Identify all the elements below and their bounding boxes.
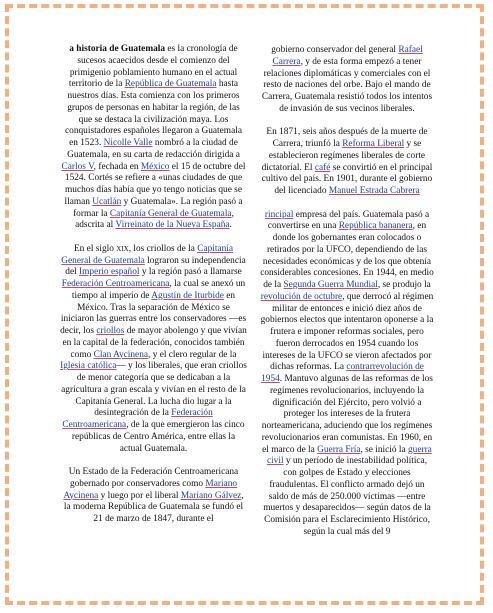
paragraph (260, 127, 434, 198)
link-ucatlan[interactable]: Ucatlán (92, 196, 122, 207)
text-run: y luego por el liberal (98, 490, 181, 501)
link-mexico[interactable]: México (140, 161, 170, 172)
link-segunda-guerra-mundial[interactable]: Segunda Guerra Mundial (283, 280, 378, 290)
link-contrarrevolucion-de-1954[interactable]: contrarrevolución de 1954 (261, 362, 424, 384)
text-run: , la moderna República de Guatemala se fundó el 21 de marzo de 1847, durante el (63, 490, 244, 524)
text-run: es la cronología de sucesos acaecidos desde el comienzo del primigenio poblamiento humano en el actual territorio de la (68, 44, 238, 90)
text-run: en México. Tras la separación de México se iniciaron las guerras entre los conservadores —es decir, los (60, 290, 247, 336)
text-run: se convirtió en el principal cultivo del país. En 1901, durante el gobierno del licenciado (261, 162, 433, 196)
text-run: , que derrocó al régimen militar de entonces e inició diez años de gobiernos electos que intentaron oponerse a la frutera e imponer reformas sociales, pero fueron derrocados en 1954 cuando los intereses de la UFCO se vieron afectados por dichas reformas. La (260, 291, 434, 373)
text-run: , y el clero regular de la (148, 349, 237, 360)
text-run: , y de esta forma empezó a tener relaciones diplomáticas y comerciales con el resto de naciones del orbe. Bajo el mando de Carrera, Guatemala resistió todos los intentos de invasión de sus vecinos liberales. (261, 56, 433, 114)
text-run: de mayor abolengo y que vivían en la capital de la federación, conocidos también como (62, 326, 247, 360)
article-title: a historia de Guatemala (69, 44, 166, 54)
text-run: , adscrita al (75, 208, 234, 231)
text-run: , los criollos de la (128, 243, 198, 254)
link-criollos[interactable]: criollos (96, 326, 125, 336)
link-republica-bananera[interactable]: República bananera (338, 221, 413, 232)
text-run: empresa del país. Guatemala pasó a convertirse en una (267, 209, 430, 232)
text-run: , en donde los gobernantes eran colocados o retirados por la UFCO, dependiendo de las necesidades económicas y de los que obtenía considerables concesiones. En 1944, en medio de la (260, 221, 434, 290)
link-carlos-v[interactable]: Carlos V (61, 161, 94, 172)
paragraph (260, 45, 434, 116)
link-federacion-centroamericana[interactable]: Federación Centroamericana (61, 279, 170, 289)
link-mariano-galvez[interactable]: Mariano Gálvez (180, 490, 242, 501)
paragraph (60, 467, 247, 526)
paragraph (260, 210, 434, 539)
text-run: y la región pasó a llamarse (139, 267, 242, 278)
text-run: gobierno conservador del general (271, 45, 399, 55)
text-run: , de la que emergieron las cinco repúblicas de Centro América, entre ellas la actual Guatemala. (71, 420, 245, 454)
text-run: nombró a la ciudad de Guatemala, en su carta de redacción dirigida a (67, 138, 240, 160)
text-run: — y los liberales, que eran criollos de menor categoría que se dedicaban a la agricultura a gran escala y vivían en el resto de la Capitanía General. La lucha dio lugar a la desintegración de la (61, 361, 247, 419)
link-clan-aycinena[interactable]: Clan Aycinena (93, 349, 149, 360)
text-run: el 15 de octubre del 1524. Cortés se refiere a «unas ciudades de que muchos días había que yo tengo noticias que se llaman (64, 161, 246, 207)
link-imperio-espanol[interactable]: Imperio español (79, 267, 140, 278)
text-run: En 1871, seis años después de la muerte de Carrera, triunfó la (266, 127, 428, 149)
paragraph (60, 244, 247, 456)
text-run: , se produjo la (377, 280, 431, 290)
link-agustin-de-iturbide[interactable]: Agustín de Iturbide (151, 290, 224, 301)
link-iglesia-catolica[interactable]: Iglesia católica (60, 361, 117, 372)
link-nicolle-valle[interactable]: Nicolle Valle (103, 138, 153, 148)
link-capitania-general-de-guatemala[interactable]: Capitanía General de Guatemala (109, 208, 232, 219)
link-manuel-estrada-cabrera[interactable]: Manuel Estrada Cabrera (328, 186, 420, 196)
link-rafael-carrera[interactable]: Rafael Carrera (272, 45, 423, 67)
link-virreinato-de-la-nueva-espana[interactable]: Virreinato de la Nueva España (115, 220, 230, 231)
text-run: y un período de inestabilidad política, con golpes de Estado y elecciones fraudulentas. El conflicto armado dejó un saldo de más de 250.000 víctimas —entre muertos y desaparecidos— según datos de la Comisión para el Esclarecimiento Histórico, según la cual más del 9 (263, 456, 431, 537)
text-run: hasta nuestros días. Esta comienza con los primeros grupos de personas en habitar la región, de las que se destaca la civilización maya. Los conquistadores españoles llegaron a Guatemala en 1523. (65, 79, 242, 148)
text-run: . (229, 220, 232, 231)
paragraph (60, 44, 247, 232)
link-guerra-fria[interactable]: Guerra Fría (317, 444, 361, 455)
text-run: , se inició la (360, 444, 408, 455)
text-run: , fechada en (93, 161, 141, 172)
link-guerra-civil[interactable]: guerra civil (266, 444, 432, 467)
link-rincipal[interactable]: rincipal (264, 209, 294, 220)
text-run: En el siglo (73, 243, 117, 254)
document-page (5, 4, 484, 605)
text-run: . Mantuvo algunas de las reformas de los regímenes revolucionarios, incluyendo la dignificación del Ejército, pero volvió a proteger los intereses de la frutera norteamericana, aduciendo que los regímenes revolucionarios eran comunistas. En 1960, en el marco de la (261, 374, 433, 455)
article-column-left (60, 44, 247, 526)
link-mariano-aycinena[interactable]: Mariano Aycinena (63, 478, 238, 501)
century-numeral: xix (116, 243, 129, 254)
link-cafe[interactable]: café (314, 162, 331, 173)
link-republica-de-guatemala[interactable]: República de Guatemala (124, 79, 217, 90)
text-run: y Guatemala». La región pasó a formar la (73, 196, 243, 219)
link-federacion-centroamericana[interactable]: Federación Centroamericana (62, 408, 213, 430)
text-run: Un Estado de la Federación Centroamericana gobernado por conservadores como (68, 467, 239, 489)
link-revolucion-de-octubre[interactable]: revolución de octubre (260, 291, 343, 302)
text-run: , la cual se anexó un tiempo al imperio de (71, 279, 246, 301)
link-capitania-general-de-guatemala[interactable]: Capitanía General de Guatemala (61, 243, 234, 266)
article-column-right (260, 45, 434, 539)
text-run: lograron su independencia del (65, 255, 246, 278)
text-run: y se establecieron regímenes liberales de corte dictatorial. El (261, 139, 426, 173)
link-reforma-liberal[interactable]: Reforma Liberal (342, 139, 405, 149)
